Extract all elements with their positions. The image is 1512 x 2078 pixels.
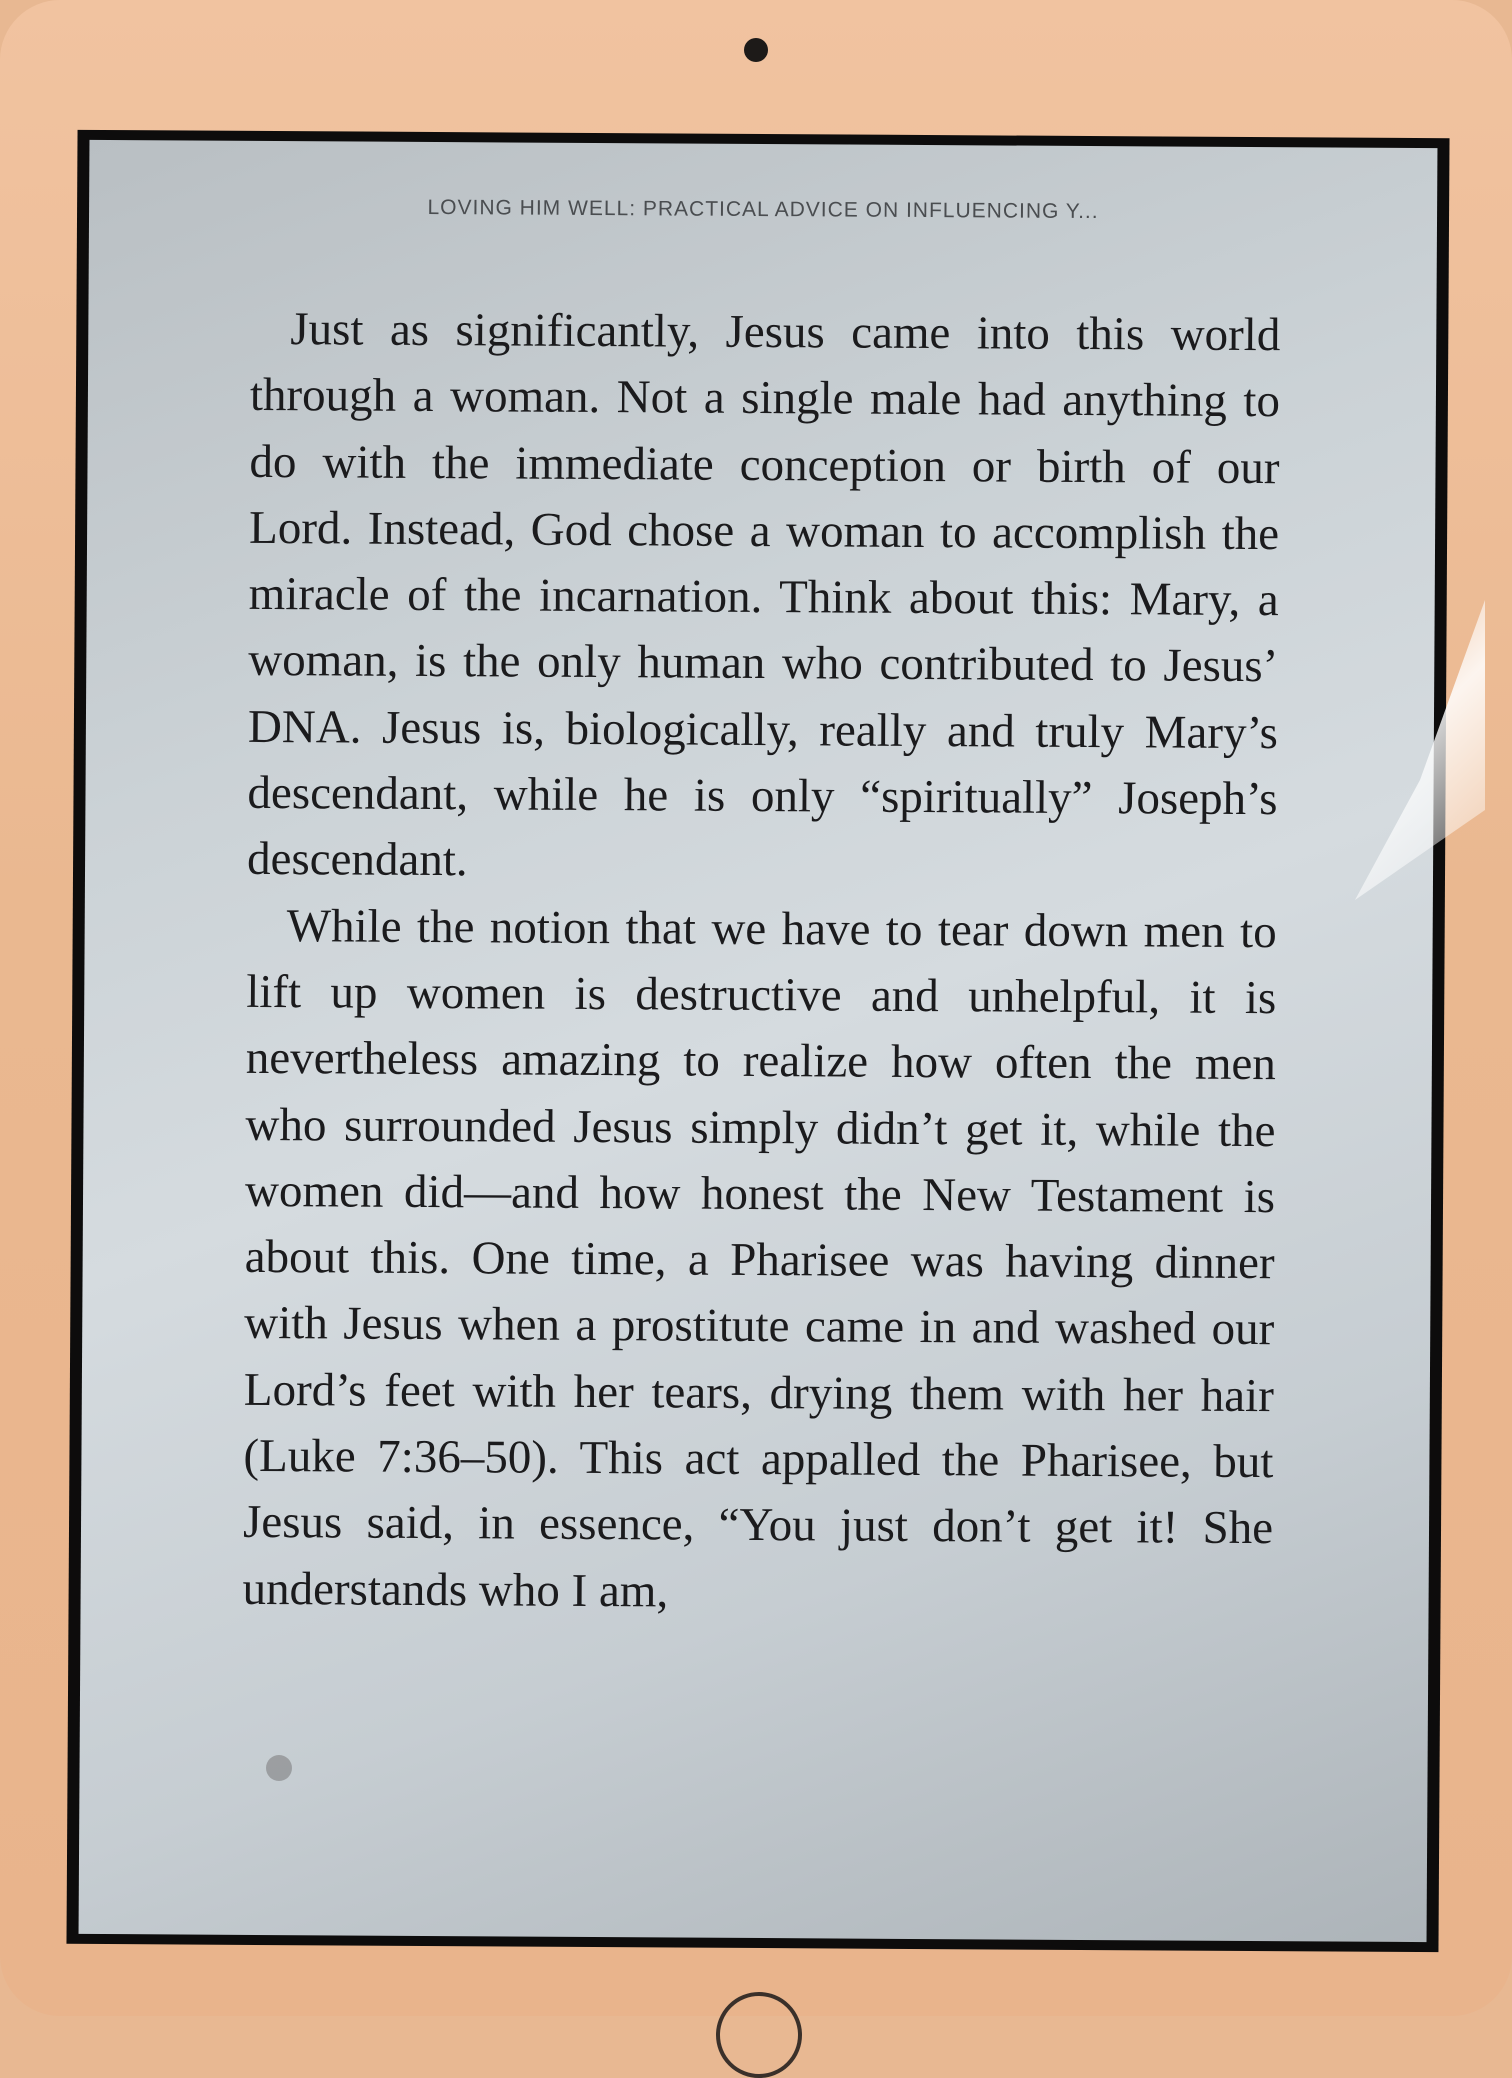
home-button[interactable]	[716, 1992, 802, 2078]
front-camera	[744, 38, 768, 62]
paragraph: Just as significantly, Jesus came into this world through a woman. Not a single male had anything to do with the immediate conception or birth of our Lord. Instead, God chose a woman to accomplish the miracle of the incarnation. Think about this: Mary, a woman, is the only human who contributed to Jesus’ DNA. Jesus is, biologically, really and truly Mary’s descendant, while he is only “spiritually” Joseph’s descendant.	[246, 303, 1281, 887]
reader-screen[interactable]	[79, 140, 1438, 1942]
book-title-header: LOVING HIM WELL: PRACTICAL ADVICE ON INFLUENCING Y...	[427, 195, 1099, 224]
touch-indicator	[266, 1755, 292, 1781]
paragraph: While the notion that we have to tear down men to lift up women is destructive and unhelpful, it is nevertheless amazing to realize how often the men who surrounded Jesus simply didn’t get it, while the women did—and how honest the New Testament is about this. One time, a Pharisee was having dinner with Jesus when a prostitute came in and washed our Lord’s feet with her tears, drying them with her hair (Luke 7:36–50). This act appalled the Pharisee, but Jesus said, in essence, “You just don’t get it! She understands who I am,	[242, 899, 1277, 1618]
page-content[interactable]	[242, 296, 1280, 1628]
